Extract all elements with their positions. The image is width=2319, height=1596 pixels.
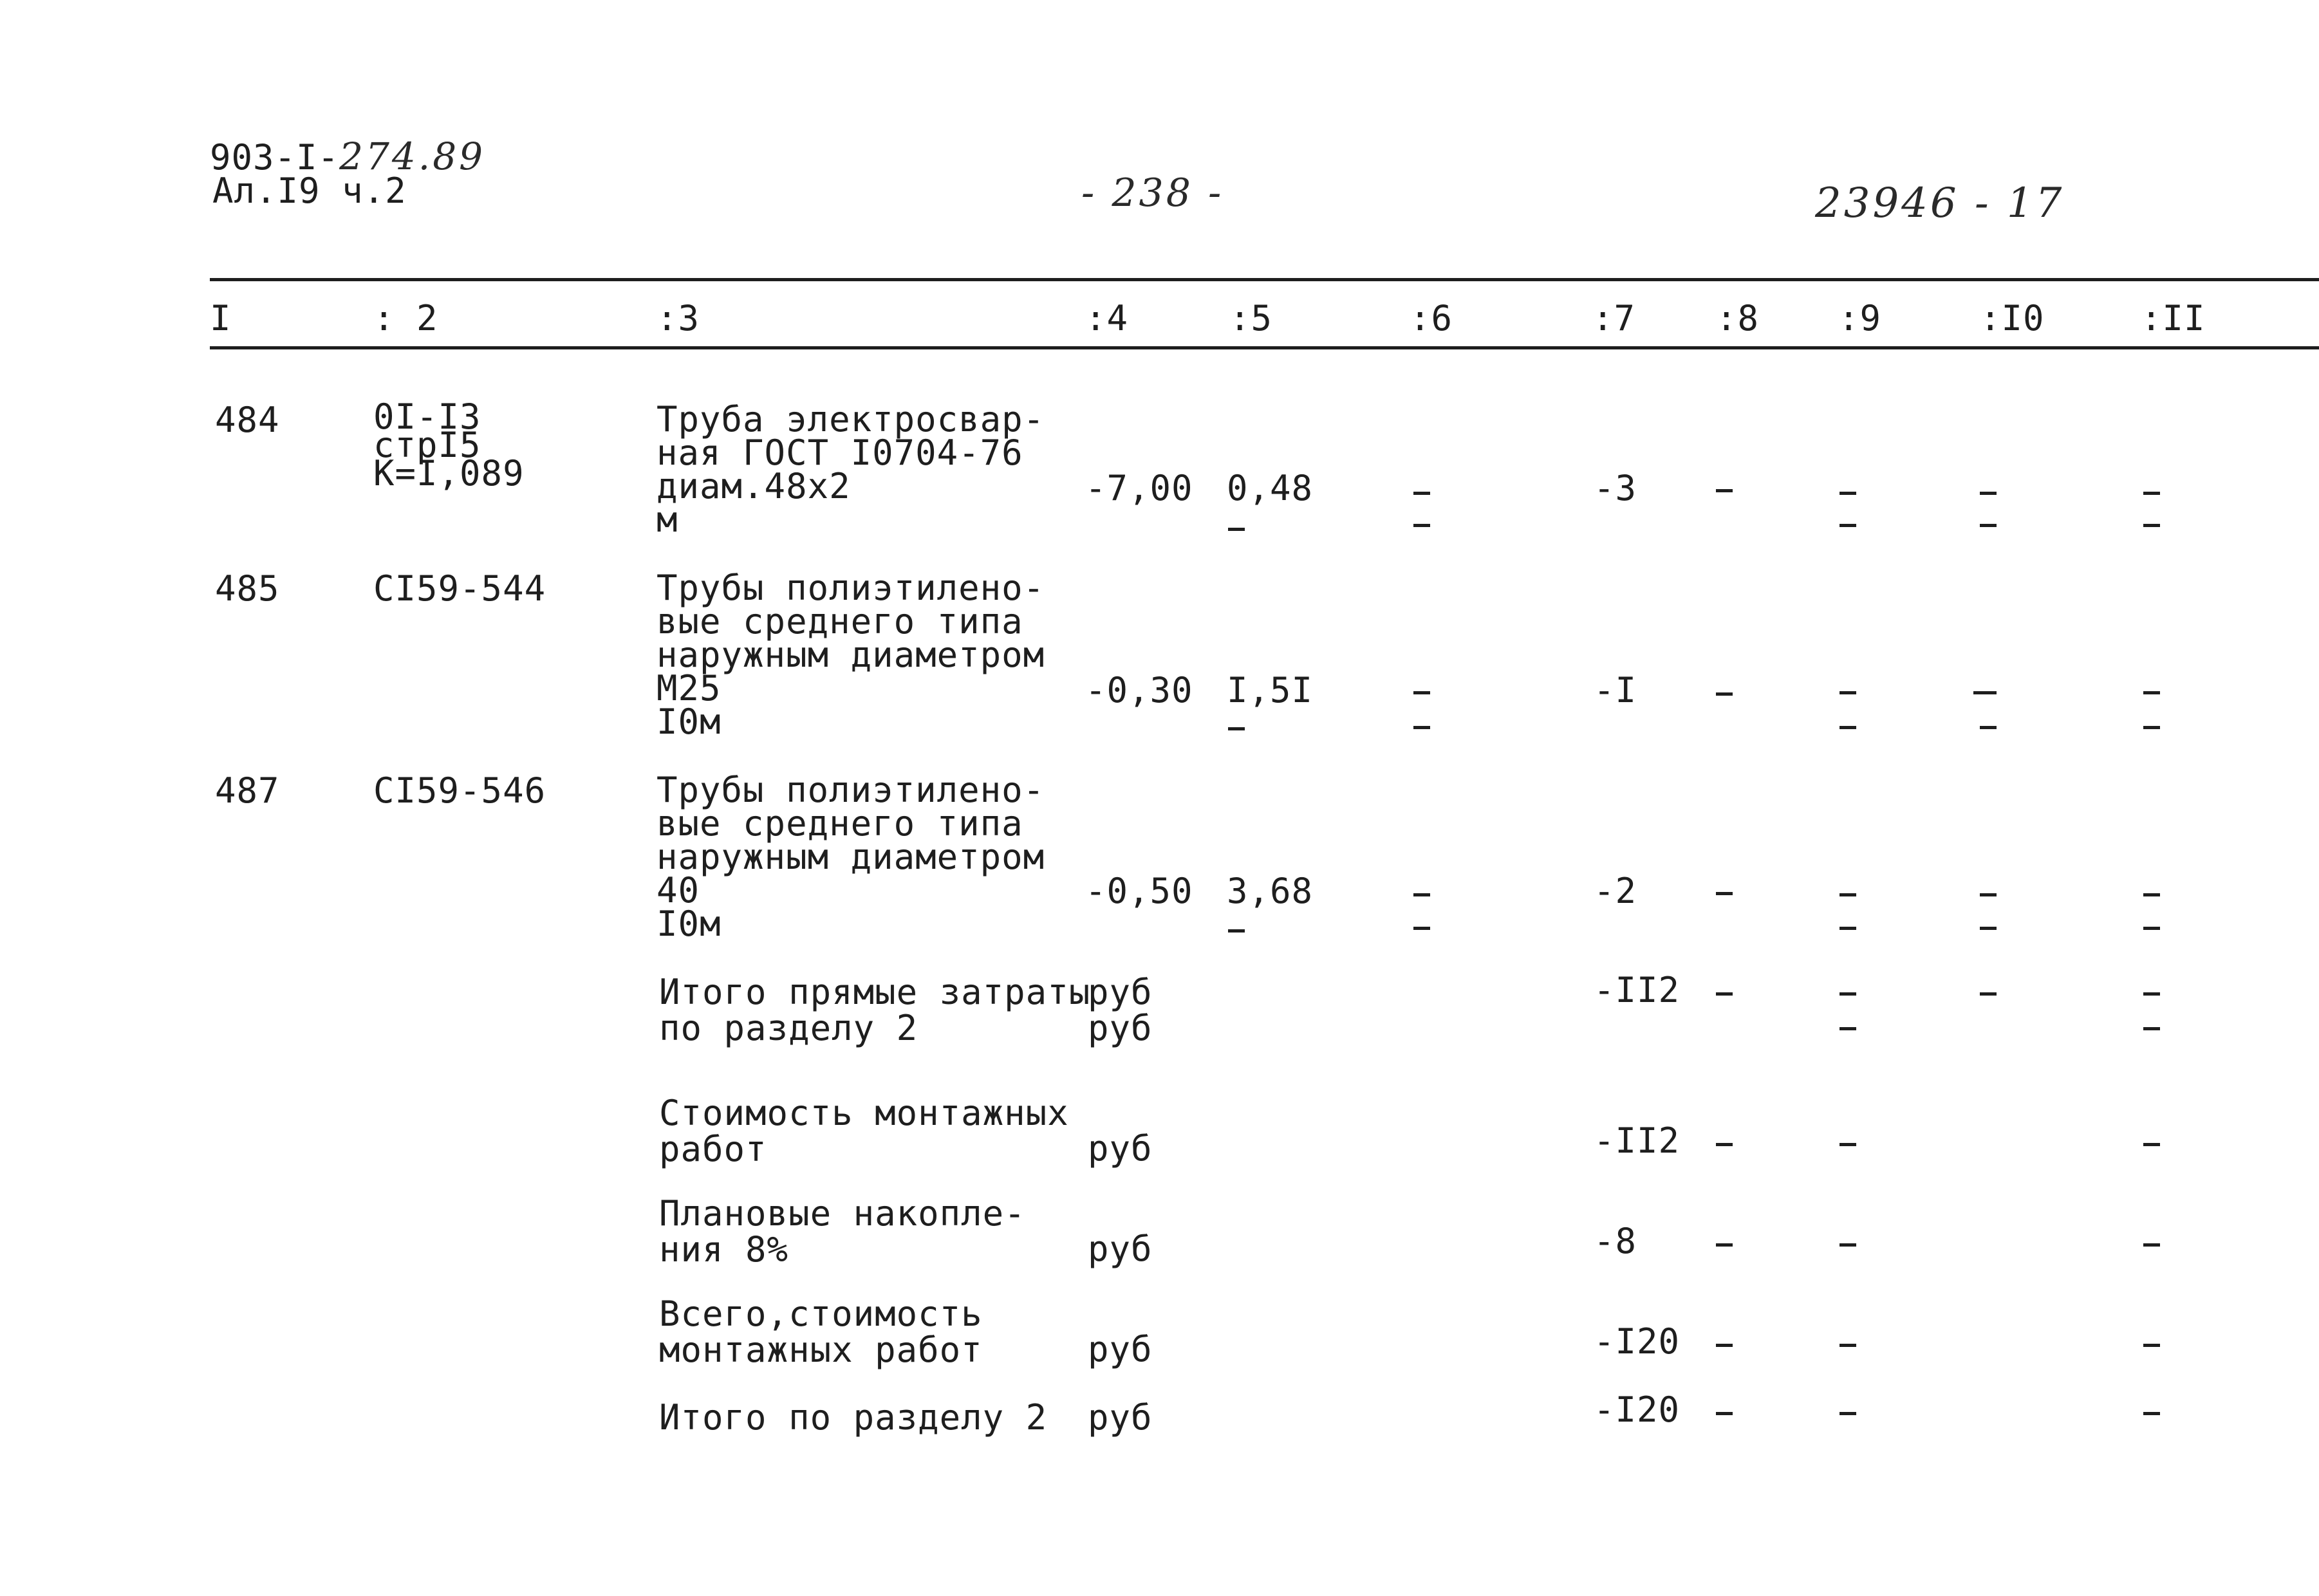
total-unit: руб <box>1088 1397 1153 1438</box>
row-quantity: -0,50 <box>1085 871 1193 911</box>
col-9-header: :9 <box>1838 298 1882 339</box>
row-unit-price: I,5I <box>1227 670 1314 710</box>
dash <box>2143 726 2160 729</box>
dash <box>1973 691 1997 694</box>
col-7-header: :7 <box>1592 298 1636 339</box>
row-quantity: -0,30 <box>1085 670 1193 710</box>
dash <box>2143 524 2160 527</box>
dash <box>2143 1143 2160 1146</box>
dash <box>1716 1344 1733 1347</box>
dash <box>1839 1344 1856 1347</box>
total-value: -8 <box>1594 1221 1637 1261</box>
col-4-header: :4 <box>1085 298 1129 339</box>
dash <box>1716 1412 1733 1415</box>
dash <box>1839 1243 1856 1247</box>
dash <box>1839 492 1856 495</box>
col-2-header: : 2 <box>373 298 438 339</box>
dash <box>1413 691 1430 694</box>
header-rule-bottom <box>210 346 2319 349</box>
page-number: - 238 - <box>1081 171 1224 216</box>
dash <box>1716 892 1733 895</box>
doc-code: 903-I-274.89 <box>210 135 486 178</box>
col-1-header: I <box>210 298 232 339</box>
total-label: Стоимость монтажных работ <box>659 1093 1069 1169</box>
dash <box>2143 1412 2160 1415</box>
row-unit-price: 0,48 <box>1227 468 1314 508</box>
row-col7-value: -I <box>1594 670 1637 710</box>
col-8-header: :8 <box>1716 298 1760 339</box>
total-label: Плановые накопле- ния 8% <box>659 1193 1026 1270</box>
total-value: -II2 <box>1594 970 1681 1010</box>
row-number: 485 <box>215 568 280 609</box>
album-ref: Ал.I9 ч.2 <box>212 171 407 211</box>
dash <box>1228 929 1245 933</box>
dash <box>1716 992 1733 996</box>
dash <box>1413 726 1430 729</box>
dash <box>1839 691 1856 694</box>
row-quantity: -7,00 <box>1085 468 1193 508</box>
row-unit-price: 3,68 <box>1227 871 1314 911</box>
dash <box>1839 1027 1856 1030</box>
col-5-header: :5 <box>1229 298 1273 339</box>
dash <box>2143 927 2160 930</box>
dash <box>2143 992 2160 996</box>
dash <box>1980 992 1997 996</box>
total-label: Всего,стоимость монтажных работ <box>659 1294 983 1370</box>
total-label: Итого по разделу 2 <box>659 1397 1048 1438</box>
col-11-header: :II <box>2141 298 2206 339</box>
header-rule-top <box>210 278 2319 281</box>
row-number: 484 <box>215 400 280 440</box>
dash <box>1413 524 1430 527</box>
dash <box>2143 893 2160 896</box>
total-unit: руб <box>1088 1329 1153 1369</box>
col-6-header: :6 <box>1410 298 1453 339</box>
dash <box>1980 927 1997 930</box>
row-description: Трубы полиэтилено- вые среднего типа наружным диаметром М25 I0м <box>657 568 1045 742</box>
row-col7-value: -3 <box>1594 468 1637 508</box>
dash <box>1980 492 1997 495</box>
dash <box>1839 524 1856 527</box>
dash <box>1228 727 1245 730</box>
dash <box>2143 691 2160 694</box>
dash <box>2143 1344 2160 1347</box>
dash <box>1716 489 1733 492</box>
col-10-header: :I0 <box>1980 298 2045 339</box>
dash <box>2143 492 2160 495</box>
row-code: 0I-I3 стрI5 К=I,089 <box>373 396 525 494</box>
total-unit: руб <box>1088 1229 1153 1269</box>
dash <box>1839 726 1856 729</box>
dash <box>1716 1243 1733 1247</box>
dash <box>2143 1243 2160 1247</box>
dash <box>1980 893 1997 896</box>
total-unit: руб <box>1088 1128 1153 1169</box>
dash <box>1716 692 1733 696</box>
row-description: Трубы полиэтилено- вые среднего типа наружным диаметром 40 I0м <box>657 770 1045 944</box>
dash <box>1839 992 1856 996</box>
dash <box>1413 893 1430 896</box>
col-3-header: :3 <box>657 298 700 339</box>
dash <box>1839 927 1856 930</box>
dash <box>1228 528 1245 531</box>
row-description: Труба электросвар- ная ГОСТ I0704-76 диам.48х2 м <box>657 399 1045 540</box>
dash <box>1980 524 1997 527</box>
total-label: Итого прямые затраты по разделу 2 <box>659 972 1091 1048</box>
row-col7-value: -2 <box>1594 871 1637 911</box>
dash <box>1413 492 1430 495</box>
row-code: CI59-544 <box>373 568 546 609</box>
dash <box>2143 1027 2160 1030</box>
dash <box>1413 927 1430 930</box>
total-value: -I20 <box>1594 1389 1681 1430</box>
dash <box>1839 1143 1856 1146</box>
total-unit: руб руб <box>1088 972 1153 1048</box>
row-code: CI59-546 <box>373 770 546 811</box>
row-number: 487 <box>215 770 280 811</box>
sheet-code: 23946 - 17 <box>1815 180 2065 227</box>
dash <box>1980 726 1997 729</box>
total-value: -II2 <box>1594 1120 1681 1161</box>
total-value: -I20 <box>1594 1321 1681 1362</box>
dash <box>1716 1143 1733 1146</box>
dash <box>1839 1412 1856 1415</box>
dash <box>1839 893 1856 896</box>
